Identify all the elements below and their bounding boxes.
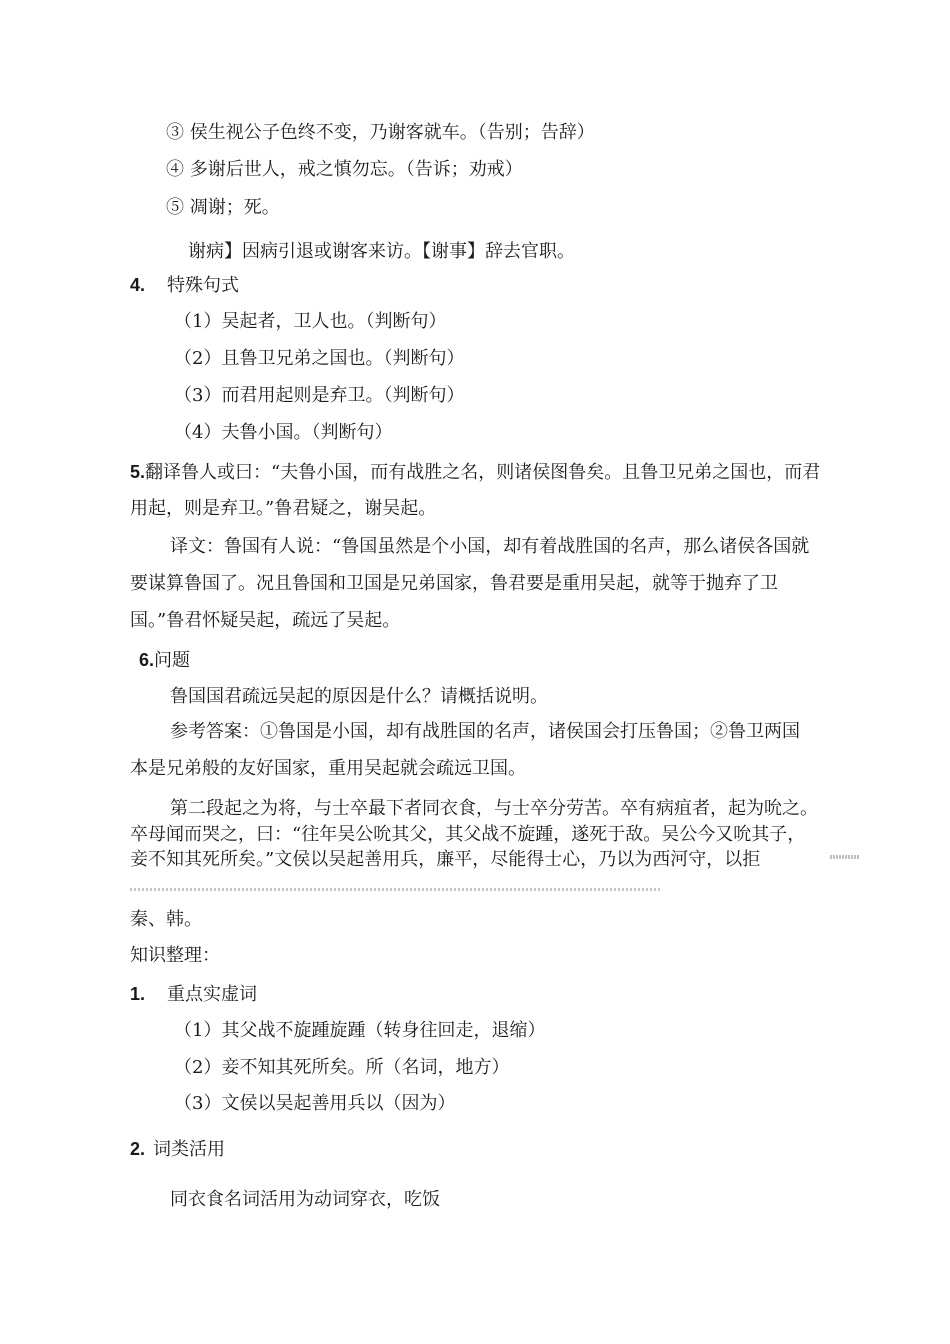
answer-line: 参考答案：①鲁国是小国，却有战胜国的名声，诸侯国会打压鲁国；②鲁卫两国 xyxy=(170,721,800,742)
section-title: 翻译鲁人或曰：“夫鲁小国，而有战胜之名，则诸侯图鲁矣。且鲁卫兄弟之国也，而君 xyxy=(145,462,821,483)
section-number: 6. xyxy=(139,650,155,670)
section-heading-6 xyxy=(139,648,190,673)
list-item-3: ③ 侯生视公子色终不变，乃谢客就车。（告别；告辞） xyxy=(166,122,595,143)
scan-noise xyxy=(130,888,662,891)
word-item-1: （1）其父战不旋踵旋踵（转身往回走，退缩） xyxy=(174,1020,546,1041)
word-item-2: （2）妾不知其死所矣。所（名词，地方） xyxy=(174,1057,510,1078)
translation-line: 译文：鲁国有人说：“鲁国虽然是个小国，却有着战胜国的名声，那么诸侯各国就 xyxy=(170,536,810,557)
section-number: 2. xyxy=(130,1139,146,1159)
list-item-4: ④ 多谢后世人，戒之慎勿忘。（告诉；劝戒） xyxy=(166,159,523,180)
sentence-item-2: （2）且鲁卫兄弟之国也。（判断句） xyxy=(174,348,465,369)
passage-line: 第二段起之为将，与士卒最下者同衣食，与士卒分劳苦。卒有病疽者，起为吮之。 xyxy=(170,798,818,819)
translation-line: 国。”鲁君怀疑吴起，疏远了吴起。 xyxy=(130,610,401,631)
section-title: 特殊句式 xyxy=(167,275,240,296)
word-item-3: （3）文侯以吴起善用兵以（因为） xyxy=(174,1093,456,1114)
question-line: 鲁国国君疏远吴起的原因是什么？请概括说明。 xyxy=(170,686,548,707)
subheading: 知识整理： xyxy=(130,945,220,966)
section-title: 词类活用 xyxy=(153,1139,226,1160)
passage-line: 卒母闻而哭之，曰：“往年吴公吮其父，其父战不旋踵，遂死于敌。吴公今又吮其子， xyxy=(130,824,806,845)
section-title: 重点实虚词 xyxy=(167,984,258,1005)
section-number: 4. xyxy=(130,275,146,295)
section-number: 1. xyxy=(130,984,146,1004)
usage-line: 同衣食名词活用为动词穿衣，吃饭 xyxy=(170,1189,440,1210)
section-heading-5 xyxy=(130,460,820,485)
scan-noise xyxy=(830,855,860,859)
section-title: 问题 xyxy=(154,650,191,671)
definition-line: 谢病】因病引退或谢客来访。【谢事】辞去官职。 xyxy=(188,241,575,262)
list-item-5: ⑤ 凋谢；死。 xyxy=(166,197,280,218)
section-heading-1 xyxy=(130,982,257,1007)
sentence-item-1: （1）吴起者，卫人也。（判断句） xyxy=(174,311,447,332)
sentence-item-3: （3）而君用起则是弃卫。（判断句） xyxy=(174,385,465,406)
answer-line: 本是兄弟般的友好国家，重用吴起就会疏远卫国。 xyxy=(130,758,526,779)
section-heading-4 xyxy=(130,273,239,298)
section-number: 5. xyxy=(130,462,146,482)
passage-line: 秦、韩。 xyxy=(130,909,202,930)
section-heading-2 xyxy=(130,1137,225,1162)
translation-line: 要谋算鲁国了。况且鲁国和卫国是兄弟国家，鲁君要是重用吴起，就等于抛弃了卫 xyxy=(130,573,778,594)
sentence-item-4: （4）夫鲁小国。（判断句） xyxy=(174,422,393,443)
paragraph-line: 用起，则是弃卫。”鲁君疑之，谢吴起。 xyxy=(130,498,437,519)
passage-line: 妾不知其死所矣。”文侯以吴起善用兵，廉平，尽能得士心，乃以为西河守，以拒 xyxy=(130,849,761,870)
